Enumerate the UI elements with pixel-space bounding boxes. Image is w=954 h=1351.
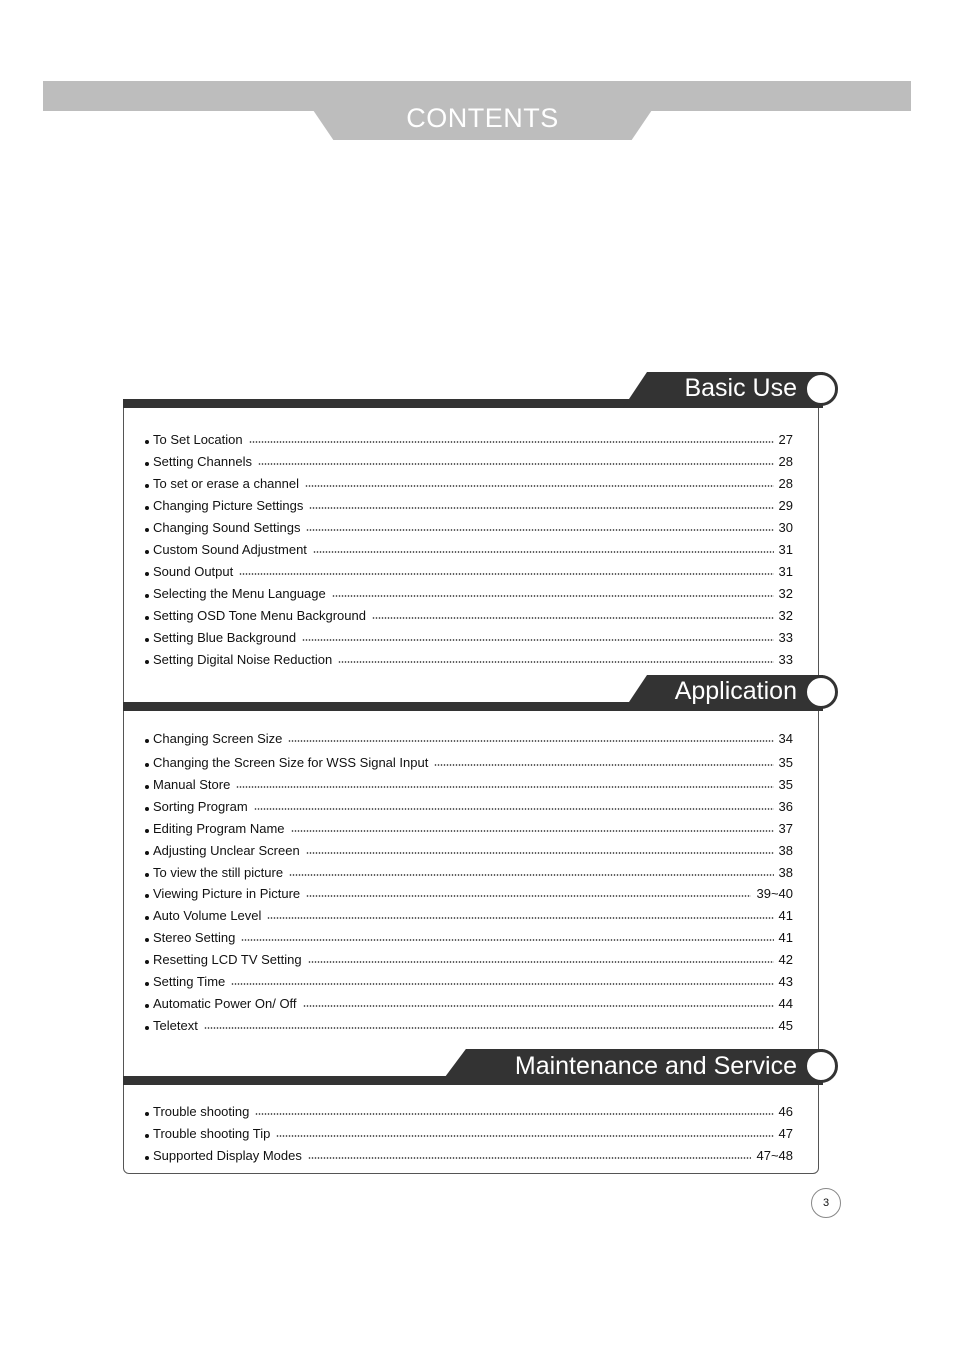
leader-dots <box>332 595 774 597</box>
toc-entry[interactable] <box>145 753 793 771</box>
leader-dots <box>289 874 773 876</box>
bullet-icon <box>145 550 149 554</box>
bullet-icon <box>145 739 149 743</box>
bullet-icon <box>145 763 149 767</box>
toc-entry-label: Editing Program Name <box>153 820 285 836</box>
section-circle-icon <box>804 675 838 709</box>
leader-dots <box>258 463 774 465</box>
toc-entry[interactable] <box>145 452 793 470</box>
toc-entry-page: 44 <box>778 995 793 1011</box>
toc-entry[interactable] <box>145 863 793 881</box>
toc-entry-label: Sorting Program <box>153 798 248 814</box>
toc-entry[interactable] <box>145 474 793 492</box>
toc-entry[interactable] <box>145 994 793 1012</box>
toc-entry-label: Viewing Picture in Picture <box>153 885 301 901</box>
toc-entry-label: Changing Picture Settings <box>153 497 304 513</box>
toc-entry-label: Changing Sound Settings <box>153 519 301 535</box>
toc-entry[interactable] <box>145 562 793 580</box>
toc-entry-page: 35 <box>778 754 793 770</box>
leader-dots <box>309 507 773 509</box>
leader-dots <box>306 852 774 854</box>
page-number: 3 <box>811 1188 841 1218</box>
toc-entry-label: Resetting LCD TV Setting <box>153 951 302 967</box>
toc-entry[interactable] <box>145 1016 793 1034</box>
bullet-icon <box>145 484 149 488</box>
toc-entry-page: 41 <box>778 929 793 945</box>
toc-entry-label: Setting Time <box>153 973 226 989</box>
bullet-icon <box>145 638 149 642</box>
bullet-icon <box>145 873 149 877</box>
bullet-icon <box>145 851 149 855</box>
toc-entry-page: 47 <box>778 1125 793 1141</box>
toc-entry-page: 45 <box>778 1017 793 1033</box>
leader-dots <box>372 617 774 619</box>
bullet-icon <box>145 440 149 444</box>
section-circle-icon <box>804 372 838 406</box>
leader-dots <box>276 1135 773 1137</box>
toc-entry-label: Setting Digital Noise Reduction <box>153 651 333 667</box>
bullet-icon <box>145 660 149 664</box>
leader-dots <box>434 764 773 766</box>
leader-dots <box>308 1157 752 1159</box>
bullet-icon <box>145 1026 149 1030</box>
toc-entry-label: To view the still picture <box>153 864 284 880</box>
bullet-icon <box>145 960 149 964</box>
toc-entry-label: Trouble shooting Tip <box>153 1125 271 1141</box>
leader-dots <box>305 485 774 487</box>
bullet-icon <box>145 785 149 789</box>
toc-entry-label: Changing the Screen Size for WSS Signal Input <box>153 754 429 770</box>
bullet-icon <box>145 982 149 986</box>
toc-entry-page: 42 <box>778 951 793 967</box>
leader-dots <box>306 895 751 897</box>
bullet-icon <box>145 594 149 598</box>
toc-entry-label: Auto Volume Level <box>153 907 262 923</box>
toc-entry-page: 29 <box>778 497 793 513</box>
toc-entry[interactable] <box>145 496 793 514</box>
leader-dots <box>236 786 773 788</box>
toc-entry-page: 28 <box>778 475 793 491</box>
bullet-icon <box>145 894 149 898</box>
bullet-icon <box>145 462 149 466</box>
toc-entry-page: 33 <box>778 651 793 667</box>
toc-entry-page: 43 <box>778 973 793 989</box>
toc-entry[interactable] <box>145 729 793 747</box>
toc-entry-page: 38 <box>778 842 793 858</box>
toc-entry-label: Selecting the Menu Language <box>153 585 326 601</box>
toc-entry[interactable] <box>145 1124 793 1142</box>
toc-entry-label: Trouble shooting <box>153 1103 250 1119</box>
bullet-icon <box>145 807 149 811</box>
toc-entry[interactable] <box>145 430 793 448</box>
toc-entry-page: 38 <box>778 864 793 880</box>
toc-entry-page: 37 <box>778 820 793 836</box>
bullet-icon <box>145 916 149 920</box>
leader-dots <box>306 529 773 531</box>
bullet-icon <box>145 938 149 942</box>
toc-entry[interactable] <box>145 606 793 624</box>
toc-entry-page: 39~40 <box>756 885 793 901</box>
toc-entry-label: Setting Blue Background <box>153 629 297 645</box>
toc-entry-page: 36 <box>778 798 793 814</box>
section-title-basic-use: Basic Use <box>684 374 797 402</box>
leader-dots <box>231 983 773 985</box>
toc-entry-label: Changing Screen Size <box>153 730 283 746</box>
toc-entry[interactable] <box>145 628 793 646</box>
toc-entry-label: Setting Channels <box>153 453 253 469</box>
leader-dots <box>302 639 773 641</box>
leader-dots <box>291 830 774 832</box>
bullet-icon <box>145 1004 149 1008</box>
toc-entry-label: Adjusting Unclear Screen <box>153 842 300 858</box>
toc-entry-page: 41 <box>778 907 793 923</box>
toc-entry[interactable] <box>145 540 793 558</box>
toc-entry[interactable] <box>145 775 793 793</box>
section-title-maintenance: Maintenance and Service <box>514 1052 797 1080</box>
toc-entry-label: To set or erase a channel <box>153 475 299 491</box>
toc-entry[interactable] <box>145 1102 793 1120</box>
toc-entry[interactable] <box>145 797 793 815</box>
toc-entry-page: 27 <box>778 431 793 447</box>
section-circle-icon <box>804 1049 838 1083</box>
toc-entry-page: 33 <box>778 629 793 645</box>
toc-entry-page: 30 <box>778 519 793 535</box>
toc-entry-page: 32 <box>778 585 793 601</box>
section-title-application: Application <box>674 677 797 705</box>
leader-dots <box>303 1005 774 1007</box>
leader-dots <box>313 551 774 553</box>
leader-dots <box>239 573 773 575</box>
leader-dots <box>288 740 773 742</box>
bullet-icon <box>145 829 149 833</box>
leader-dots <box>241 939 773 941</box>
toc-entry[interactable] <box>145 819 793 837</box>
bullet-icon <box>145 572 149 576</box>
leader-dots <box>249 441 774 443</box>
toc-entry-page: 46 <box>778 1103 793 1119</box>
toc-entry[interactable] <box>145 928 793 946</box>
bullet-icon <box>145 506 149 510</box>
leader-dots <box>255 1113 773 1115</box>
toc-entry[interactable] <box>145 906 793 924</box>
toc-entry-page: 28 <box>778 453 793 469</box>
leader-dots <box>338 661 773 663</box>
toc-entry-label: Manual Store <box>153 776 231 792</box>
bullet-icon <box>145 1134 149 1138</box>
toc-entry-label: Automatic Power On/ Off <box>153 995 297 1011</box>
toc-entry-page: 31 <box>778 541 793 557</box>
toc-entry-label: Setting OSD Tone Menu Background <box>153 607 366 623</box>
toc-entry-page: 32 <box>778 607 793 623</box>
toc-entry[interactable] <box>145 518 793 536</box>
toc-entry-page: 35 <box>778 776 793 792</box>
bullet-icon <box>145 616 149 620</box>
toc-entry-label: To Set Location <box>153 431 243 447</box>
toc-entry-page: 47~48 <box>756 1147 793 1163</box>
bullet-icon <box>145 1112 149 1116</box>
toc-entry[interactable] <box>145 884 793 902</box>
bullet-icon <box>145 528 149 532</box>
toc-entry-label: Sound Output <box>153 563 234 579</box>
leader-dots <box>308 961 774 963</box>
toc-entry-label: Custom Sound Adjustment <box>153 541 307 557</box>
leader-dots <box>204 1027 774 1029</box>
toc-entry[interactable] <box>145 950 793 968</box>
bullet-icon <box>145 1156 149 1160</box>
toc-entry[interactable] <box>145 650 793 668</box>
leader-dots <box>267 917 773 919</box>
toc-entry-page: 34 <box>778 730 793 746</box>
toc-entry[interactable] <box>145 972 793 990</box>
toc-entry-label: Supported Display Modes <box>153 1147 302 1163</box>
toc-entry[interactable] <box>145 1146 793 1164</box>
toc-entry-label: Stereo Setting <box>153 929 236 945</box>
toc-entry[interactable] <box>145 584 793 602</box>
page-title: CONTENTS <box>406 103 559 133</box>
leader-dots <box>254 808 774 810</box>
toc-entry[interactable] <box>145 841 793 859</box>
toc-entry-label: Teletext <box>153 1017 198 1033</box>
toc-entry-page: 31 <box>778 563 793 579</box>
